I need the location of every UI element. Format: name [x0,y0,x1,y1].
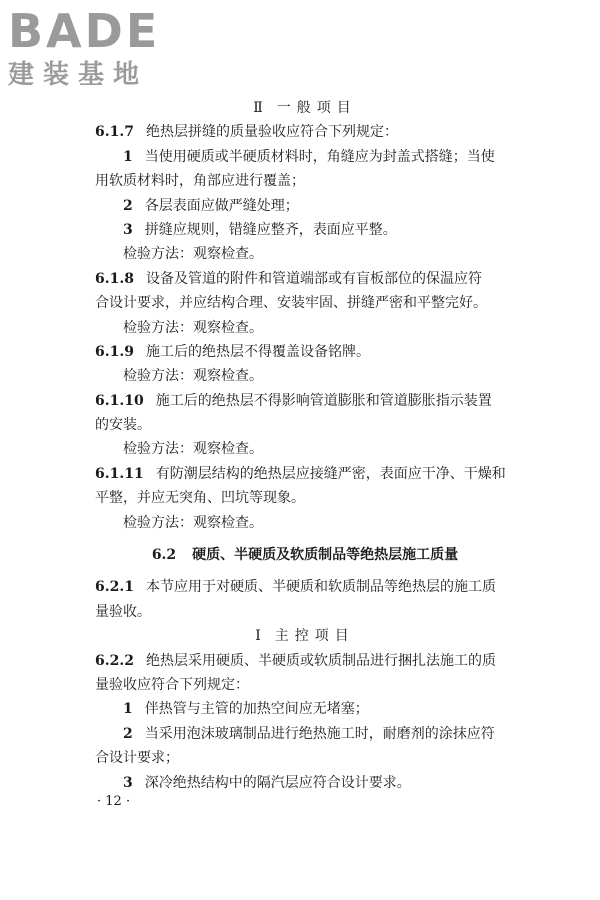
clause-6-1-10-check: 检验方法：观察检查。 [123,441,263,458]
clause-6-1-8-cont: 合设计要求，并应结构合理、安装牢固、拼缝严密和平整完好。 [95,295,487,312]
clause-6-2-2-item-1: 1 伴热管与主管的加热空间应无堵塞； [123,701,369,718]
clause-6-1-7-check: 检验方法：观察检查。 [123,246,263,263]
clause-6-1-8: 6.1.8 设备及管道的附件和管道端部或有盲板部位的保温应符 [95,270,482,287]
heading-main-control-items: Ⅰ 主控项目 [255,628,355,645]
clause-6-2-2: 6.2.2 绝热层采用硬质、半硬质或软质制品进行捆扎法施工的质 [95,652,496,669]
clause-6-1-10: 6.1.10 施工后的绝热层不得影响管道膨胀和管道膨胀指示装置 [95,392,492,409]
clause-6-2-2-cont: 量验收应符合下列规定： [95,676,249,693]
logo-subtitle: 建装基地 [8,60,149,90]
clause-6-2-2-item-2: 2 当采用泡沫玻璃制品进行绝热施工时，耐磨剂的涂抹应符 [123,725,495,742]
bade-logo [8,6,178,92]
clause-6-1-9: 6.1.9 施工后的绝热层不得覆盖设备铭牌。 [95,343,370,360]
clause-6-1-8-check: 检验方法：观察检查。 [123,319,263,336]
document-body [95,96,515,795]
clause-6-1-10-cont: 的安装。 [95,417,151,434]
page-number: · 12 · [97,794,131,809]
clause-6-1-11: 6.1.11 有防潮层结构的绝热层应接缝严密，表面应干净、干燥和 [95,465,506,482]
clause-6-1-7-item-1-cont: 用软质材料时，角部应进行覆盖； [95,173,305,190]
clause-6-1-11-check: 检验方法：观察检查。 [123,514,263,531]
clause-6-1-11-cont: 平整，并应无突角、凹坑等现象。 [95,490,305,507]
clause-6-1-9-check: 检验方法：观察检查。 [123,368,263,385]
section-6-2-title: 6.2 硬质、半硬质及软质制品等绝热层施工质量 [151,547,459,564]
logo-wordmark: BADE [8,4,161,58]
heading-general-items: Ⅱ 一般项目 [253,100,357,116]
clause-6-2-1-cont: 量验收。 [95,603,151,620]
clause-6-2-2-item-2-cont: 合设计要求； [95,750,179,767]
clause-6-1-7-item-1: 1 当使用硬质或半硬质材料时，角缝应为封盖式搭缝；当使 [123,148,495,165]
clause-6-1-7-item-2: 2 各层表面应做严缝处理； [123,197,299,214]
clause-6-2-2-item-3: 3 深冷绝热结构中的隔汽层应符合设计要求。 [123,774,411,791]
clause-6-1-7-item-3: 3 拼缝应规则，错缝应整齐，表面应平整。 [123,221,397,238]
clause-6-2-1: 6.2.1 本节应用于对硬质、半硬质和软质制品等绝热层的施工质 [95,579,496,596]
clause-6-1-7: 6.1.7 绝热层拼缝的质量验收应符合下列规定： [95,124,398,141]
